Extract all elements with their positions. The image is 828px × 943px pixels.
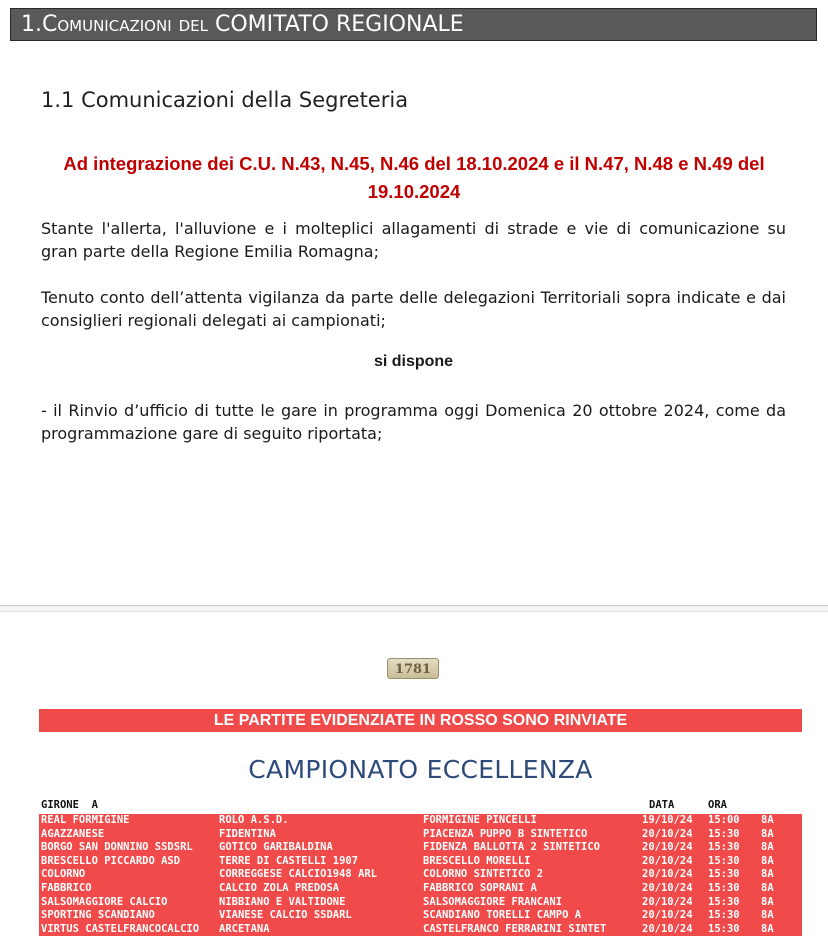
match-time: 15:30	[708, 922, 740, 935]
page-divider	[0, 605, 828, 612]
match-code: 8A	[761, 895, 774, 908]
match-venue: COLORNO SINTETICO 2	[423, 868, 544, 881]
match-time: 15:00	[708, 814, 740, 826]
match-venue: FIDENZA BALLOTTA 2 SINTETICO	[423, 841, 601, 854]
match-home: SALSOMAGGIORE CALCIO	[41, 895, 168, 908]
match-date: 20/10/24	[642, 868, 693, 881]
match-away: NIBBIANO E VALTIDONE	[219, 895, 346, 908]
match-venue: SCANDIANO TORELLI CAMPO A	[423, 909, 582, 922]
match-code: 8A	[761, 814, 774, 826]
match-venue: BRESCELLO MORELLI	[423, 854, 531, 867]
match-date: 20/10/24	[642, 854, 693, 867]
match-home: COLORNO	[41, 868, 86, 881]
match-away: ARCETANA	[219, 922, 270, 935]
table-row	[39, 814, 802, 828]
match-time: 15:30	[708, 909, 740, 922]
match-time: 15:30	[708, 827, 740, 840]
match-code: 8A	[761, 841, 774, 854]
match-away: GOTICO GARIBALDINA	[219, 841, 333, 854]
match-date: 19/10/24	[642, 814, 693, 826]
match-home: BRESCELLO PICCARDO ASD	[41, 854, 181, 867]
table-row	[39, 909, 802, 923]
match-time: 15:30	[708, 854, 740, 867]
notice-paragraph-2: Tenuto conto dell’attenta vigilanza da parte delle delegazioni Territoriali sopra indicate e dai consiglieri regionali delegati ai campionati;	[41, 288, 786, 330]
match-time: 15:30	[708, 841, 740, 854]
match-away: CALCIO ZOLA PREDOSA	[219, 881, 340, 894]
match-date: 20/10/24	[642, 922, 693, 935]
match-date: 20/10/24	[642, 827, 693, 840]
match-venue: CASTELFRANCO FERRARINI SINTET	[423, 922, 607, 935]
match-venue: PIACENZA PUPPO B SINTETICO	[423, 827, 588, 840]
match-home: REAL FORMIGINE	[41, 814, 130, 826]
match-code: 8A	[761, 922, 774, 935]
match-home: SPORTING SCANDIANO	[41, 909, 155, 922]
match-home: VIRTUS CASTELFRANCOCALCIO	[41, 922, 200, 935]
subsection-title: 1.1 Comunicazioni della Segreteria	[41, 88, 409, 112]
match-away: VIANESE CALCIO SSDARL	[219, 909, 352, 922]
notice-paragraph-3: - il Rinvio d’ufficio di tutte le gare in programma oggi Domenica 20 ottobre 2024, come da programmazione gare di seguito riportata;	[41, 401, 786, 443]
match-venue: FABBRICO SOPRANI A	[423, 881, 537, 894]
match-time: 15:30	[708, 881, 740, 894]
notice-dispone: si dispone	[373, 353, 454, 370]
match-date: 20/10/24	[642, 841, 693, 854]
table-header	[39, 799, 802, 813]
table-row	[39, 896, 802, 910]
table-row	[39, 841, 802, 855]
championship-title: CAMPIONATO ECCELLENZA	[248, 755, 593, 784]
match-time: 15:30	[708, 895, 740, 908]
match-away: CORREGGESE CALCIO1948 ARL	[219, 868, 378, 881]
table-row	[39, 882, 802, 896]
match-code: 8A	[761, 827, 774, 840]
page-number-badge: 1781	[387, 658, 439, 679]
match-away: ROLO A.S.D.	[219, 814, 289, 826]
match-time: 15:30	[708, 868, 740, 881]
table-row	[39, 868, 802, 882]
match-home: AGAZZANESE	[41, 827, 105, 840]
match-date: 20/10/24	[642, 881, 693, 894]
match-venue: SALSOMAGGIORE FRANCANI	[423, 895, 563, 908]
table-row	[39, 923, 802, 937]
section-title-part2: COMITATO REGIONALE	[215, 12, 464, 37]
match-code: 8A	[761, 854, 774, 867]
match-home: BORGO SAN DONNINO SSDSRL	[41, 841, 193, 854]
notice-heading: Ad integrazione dei C.U. N.43, N.45, N.46 del 18.10.2024 e il N.47, N.48 e N.49 del 19.10.2024	[63, 153, 765, 202]
group-label: GIRONE A	[41, 799, 98, 811]
section-title-part1: Comunicazioni del	[42, 12, 208, 37]
column-date: DATA	[649, 799, 675, 811]
match-away: TERRE DI CASTELLI 1907	[219, 854, 359, 867]
match-venue: FORMIGINE PINCELLI	[423, 814, 537, 826]
match-date: 20/10/24	[642, 909, 693, 922]
match-code: 8A	[761, 881, 774, 894]
match-code: 8A	[761, 909, 774, 922]
table-row	[39, 855, 802, 869]
match-away: FIDENTINA	[219, 827, 276, 840]
match-date: 20/10/24	[642, 895, 693, 908]
section-header	[10, 8, 817, 41]
postponed-banner: LE PARTITE EVIDENZIATE IN ROSSO SONO RINVIATE	[39, 709, 802, 732]
table-row	[39, 828, 802, 842]
match-code: 8A	[761, 868, 774, 881]
notice-paragraph-1: Stante l'allerta, l'alluvione e i molteplici allagamenti di strade e vie di comunicazione su gran parte della Regione Emilia Romagna;	[41, 219, 786, 261]
column-time: ORA	[708, 799, 727, 811]
section-number: 1.	[21, 12, 42, 37]
match-home: FABBRICO	[41, 881, 92, 894]
match-table	[39, 814, 802, 936]
